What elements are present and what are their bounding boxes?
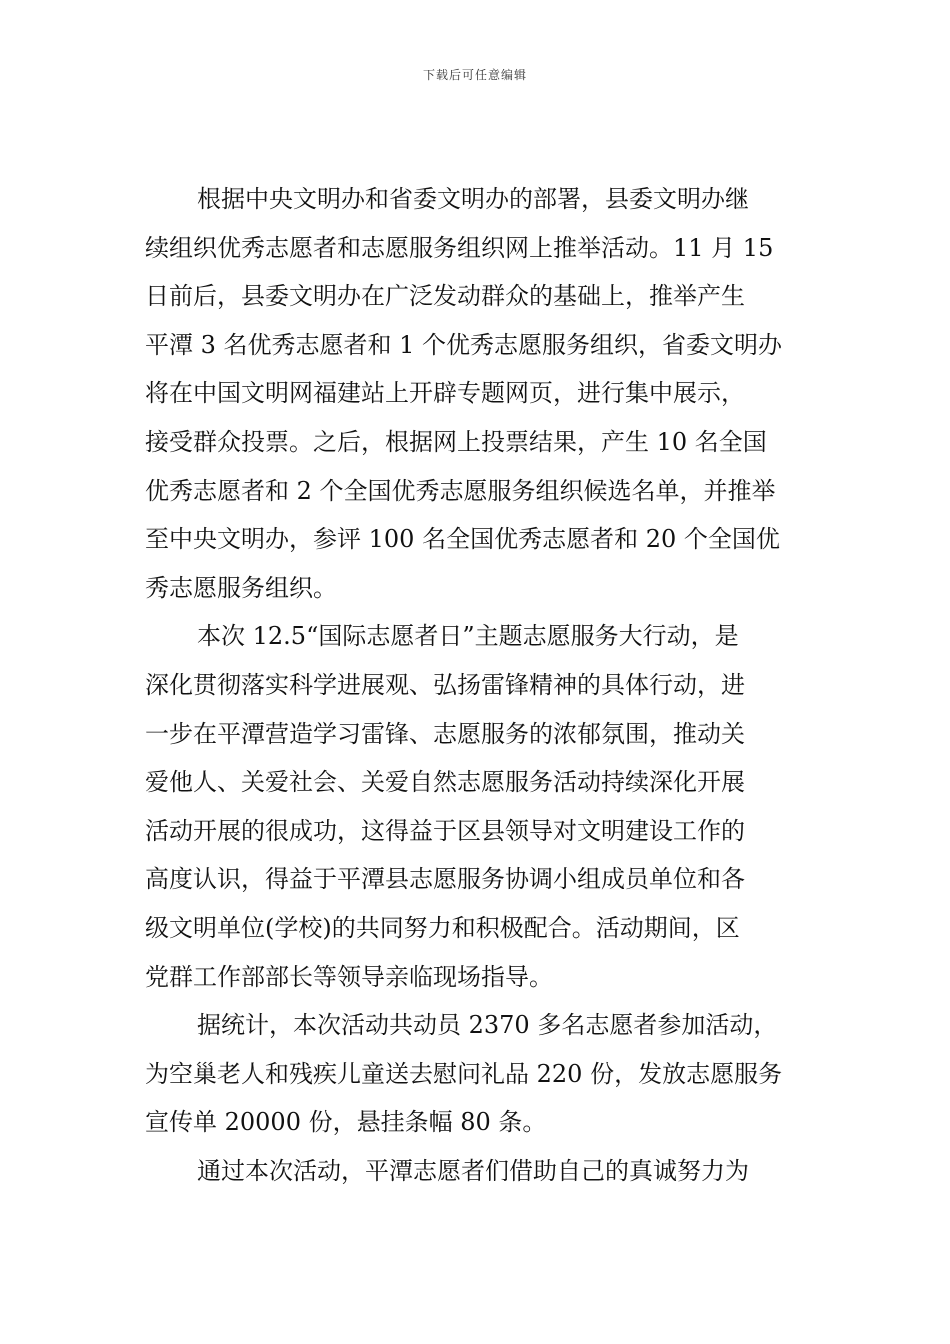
text-line: 接受群众投票。之后，根据网上投票结果，产生 10 名全国 [145, 427, 767, 456]
text-line: 爱他人、关爱社会、关爱自然志愿服务活动持续深化开展 [145, 768, 745, 797]
text-line: 优秀志愿者和 2 个全国优秀志愿服务组织候选名单，并推举 [145, 476, 776, 505]
text-line: 高度认识，得益于平潭县志愿服务协调小组成员单位和各 [145, 865, 745, 894]
text-line: 秀志愿服务组织。 [145, 573, 337, 602]
text-line: 活动开展的很成功，这得益于区县领导对文明建设工作的 [145, 816, 745, 845]
text-line: 本次 12.5“国际志愿者日”主题志愿服务大行动，是 [197, 622, 739, 651]
text-line: 据统计，本次活动共动员 2370 多名志愿者参加活动， [197, 1011, 778, 1040]
text-line: 根据中央文明办和省委文明办的部署，县委文明办继 [197, 185, 749, 213]
paragraph [145, 1147, 807, 1196]
text-line: 为空巢老人和残疾儿童送去慰问礼品 220 份，发放志愿服务 [145, 1059, 783, 1088]
text-line: 级文明单位(学校)的共同努力和积极配合。活动期间，区 [145, 913, 740, 942]
paragraph [145, 175, 807, 612]
text-line: 通过本次活动，平潭志愿者们借助自己的真诚努力为 [197, 1156, 749, 1185]
text-line: 续组织优秀志愿者和志愿服务组织网上推举活动。11 月 15 [145, 233, 774, 262]
text-line: 一步在平潭营造学习雷锋、志愿服务的浓郁氛围，推动关 [145, 719, 745, 748]
text-line: 平潭 3 名优秀志愿者和 1 个优秀志愿服务组织，省委文明办 [145, 330, 783, 359]
text-line: 党群工作部部长等领导亲临现场指导。 [145, 962, 553, 991]
paragraph [145, 1001, 807, 1147]
text-line: 宣传单 20000 份，悬挂条幅 80 条。 [145, 1108, 547, 1137]
header-note: 下载后可任意编辑 [422, 68, 527, 82]
text-line: 日前后，县委文明办在广泛发动群众的基础上，推举产生 [145, 282, 745, 311]
text-line: 深化贯彻落实科学进展观、弘扬雷锋精神的具体行动，进 [145, 670, 745, 699]
document-body [145, 175, 807, 1195]
text-line: 至中央文明办，参评 100 名全国优秀志愿者和 20 个全国优 [145, 525, 780, 554]
text-line: 将在中国文明网福建站上开辟专题网页，进行集中展示， [145, 379, 745, 408]
paragraph [145, 612, 807, 1001]
